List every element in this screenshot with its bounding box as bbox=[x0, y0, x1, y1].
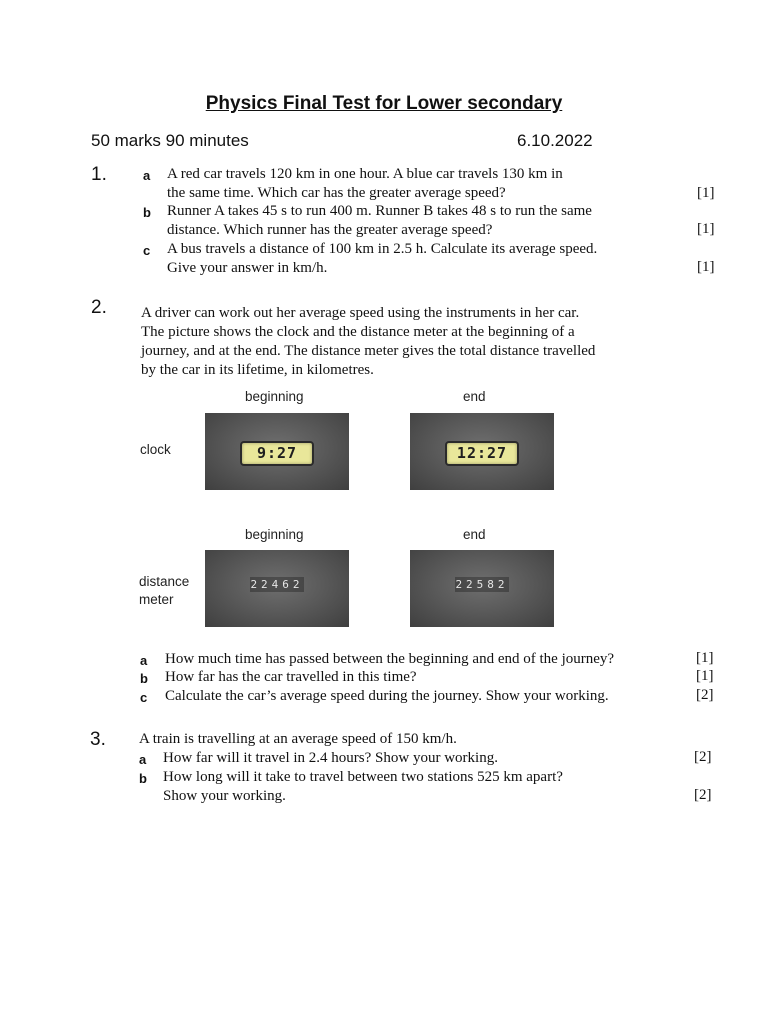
question-text: How much time has passed between the beginning and end of the journey? bbox=[165, 651, 615, 667]
question-text: A bus travels a distance of 100 km in 2.5 h. Calculate its average speed. bbox=[167, 241, 598, 257]
clock-display-end: 12:27 bbox=[445, 441, 519, 466]
question-text: Calculate the car’s average speed during the journey. Show your working. bbox=[165, 688, 609, 704]
part-letter: c bbox=[143, 243, 151, 258]
marks-label: [1] bbox=[696, 650, 714, 666]
part-letter: b bbox=[143, 205, 151, 220]
marks-label: [1] bbox=[697, 259, 715, 275]
question-number: 1. bbox=[91, 164, 107, 185]
question-text: Runner A takes 45 s to run 400 m. Runner B takes 48 s to run the same bbox=[167, 203, 592, 219]
beginning-label: beginning bbox=[245, 527, 304, 542]
odometer-reading-end bbox=[410, 578, 554, 591]
part-letter: b bbox=[140, 671, 148, 686]
clock-display-beginning: 9:27 bbox=[240, 441, 314, 466]
clock-label: clock bbox=[140, 442, 171, 457]
end-label: end bbox=[463, 389, 486, 404]
test-date: 6.10.2022 bbox=[517, 131, 593, 150]
part-letter: a bbox=[143, 168, 151, 183]
question-intro: A driver can work out her average speed using the instruments in her car. bbox=[141, 305, 580, 321]
question-text: How far has the car travelled in this time? bbox=[165, 669, 417, 685]
end-label: end bbox=[463, 527, 486, 542]
part-letter: a bbox=[140, 653, 148, 668]
marks-label: [1] bbox=[697, 185, 715, 201]
question-intro: by the car in its lifetime, in kilometres. bbox=[141, 362, 374, 378]
odometer-reading-beginning bbox=[205, 578, 349, 591]
question-text: the same time. Which car has the greater average speed? bbox=[167, 185, 506, 201]
part-letter: c bbox=[140, 690, 148, 705]
question-text: A red car travels 120 km in one hour. A blue car travels 130 km in bbox=[167, 166, 563, 182]
part-letter: a bbox=[139, 752, 147, 767]
distance-meter-label: meter bbox=[139, 592, 174, 607]
question-text: Give your answer in km/h. bbox=[167, 260, 328, 276]
odometer-panel-end bbox=[410, 550, 554, 627]
odometer-digits: 22582 bbox=[455, 578, 509, 591]
marks-label: [2] bbox=[696, 687, 714, 703]
question-text: How long will it take to travel between two stations 525 km apart? bbox=[163, 769, 563, 785]
marks-and-time: 50 marks 90 minutes bbox=[91, 131, 249, 150]
question-intro: The picture shows the clock and the distance meter at the beginning of a bbox=[141, 324, 575, 340]
question-intro: A train is travelling at an average speed of 150 km/h. bbox=[139, 731, 457, 747]
question-number: 3. bbox=[90, 729, 106, 750]
page-title: Physics Final Test for Lower secondary bbox=[205, 93, 563, 114]
clock-panel-end bbox=[410, 413, 554, 490]
odometer-digits: 22462 bbox=[250, 578, 304, 591]
question-text: distance. Which runner has the greater average speed? bbox=[167, 222, 493, 238]
marks-label: [2] bbox=[694, 787, 712, 803]
marks-label: [1] bbox=[697, 221, 715, 237]
distance-meter-label: distance bbox=[139, 574, 190, 589]
beginning-label: beginning bbox=[245, 389, 304, 404]
question-text: Show your working. bbox=[163, 788, 286, 804]
question-text: How far will it travel in 2.4 hours? Show your working. bbox=[163, 750, 498, 766]
marks-label: [2] bbox=[694, 749, 712, 765]
question-intro: journey, and at the end. The distance meter gives the total distance travelled bbox=[141, 343, 596, 359]
part-letter: b bbox=[139, 771, 147, 786]
clock-panel-beginning bbox=[205, 413, 349, 490]
odometer-panel-beginning bbox=[205, 550, 349, 627]
question-number: 2. bbox=[91, 297, 107, 318]
marks-label: [1] bbox=[696, 668, 714, 684]
